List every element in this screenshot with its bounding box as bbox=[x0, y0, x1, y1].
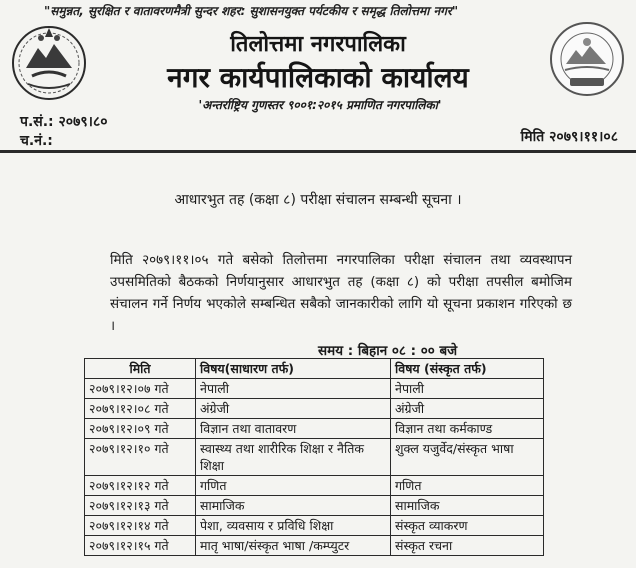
row-sanskrit-subject: संस्कृत रचना bbox=[391, 536, 544, 556]
iso-certification: 'अन्तर्राष्ट्रिय गुणस्तर ९००१:२०१५ प्रमाणित नगरपालिका' bbox=[198, 98, 442, 112]
office-name: नगर कार्यपालिकाको कार्यालय bbox=[167, 61, 469, 94]
row-sanskrit-subject: नेपाली bbox=[391, 379, 544, 399]
nepal-government-emblem-icon bbox=[6, 18, 92, 104]
row-date: २०७९।१२।०९ गते bbox=[85, 419, 196, 439]
row-sanskrit-subject: गणित bbox=[391, 476, 544, 496]
date-value: २०७९।११।०८ bbox=[549, 129, 618, 145]
municipality-name: तिलोत्तमा नगरपालिका bbox=[230, 32, 406, 57]
header-sanskrit-subject: विषय (संस्कृत तर्फ) bbox=[391, 359, 544, 379]
table-header-row bbox=[85, 359, 544, 379]
row-sanskrit-subject: सामाजिक bbox=[391, 496, 544, 516]
row-general-subject: स्वास्थ्य तथा शारीरिक शिक्षा र नैतिक शिक्षा bbox=[196, 439, 391, 476]
reference-number bbox=[20, 112, 108, 131]
row-general-subject: विज्ञान तथा वातावरण bbox=[196, 419, 391, 439]
row-sanskrit-subject: विज्ञान तथा कर्मकाण्ड bbox=[391, 419, 544, 439]
dispatch-number bbox=[20, 131, 53, 150]
header-date: मिति bbox=[85, 359, 196, 379]
exam-schedule-table bbox=[84, 358, 544, 556]
notice-body: मिति २०७९।११।०५ गते बसेको तिलोत्तमा नगरपालिका परीक्षा संचालन तथा व्यवस्थापन उपसमितिको बैठकको निर्णयानुसार आधारभुत तह (कक्षा ८) को परीक्षा तपसील बमोजिम संचालन गर्ने निर्णय भएकोले सम्बन्धित सबैको जानकारीको लागि यो सूचना प्रकाशन गरिएको छ । bbox=[110, 252, 572, 334]
row-date: २०७९।१२।१५ गते bbox=[85, 536, 196, 556]
ps-value: २०७९।८० bbox=[58, 114, 108, 130]
row-general-subject: नेपाली bbox=[196, 379, 391, 399]
ps-label: प.सं.: bbox=[20, 114, 54, 130]
row-date: २०७९।१२।०७ गते bbox=[85, 379, 196, 399]
row-date: २०७९।१२।०८ गते bbox=[85, 399, 196, 419]
table-row bbox=[85, 536, 544, 556]
row-general-subject: अंग्रेजी bbox=[196, 399, 391, 419]
municipality-seal-icon bbox=[548, 20, 626, 98]
row-general-subject: पेशा, व्यवसाय र प्रविधि शिक्षा bbox=[196, 516, 391, 536]
row-general-subject: मातृ भाषा/संस्कृत भाषा /कम्प्युटर bbox=[196, 536, 391, 556]
table-row bbox=[85, 516, 544, 536]
row-date: २०७९।१२।१० गते bbox=[85, 439, 196, 476]
row-general-subject: गणित bbox=[196, 476, 391, 496]
header-divider bbox=[0, 150, 636, 153]
row-sanskrit-subject: संस्कृत व्याकरण bbox=[391, 516, 544, 536]
letter-date bbox=[521, 127, 618, 146]
notice-subject: आधारभुत तह (कक्षा ८) परीक्षा संचालन सम्बन्धी सूचना । bbox=[174, 192, 462, 208]
date-label: मिति bbox=[520, 129, 545, 145]
table-row bbox=[85, 439, 544, 476]
row-date: २०७९।१२।१४ गते bbox=[85, 516, 196, 536]
letterhead-tagline: "समुन्नत, सुरक्षित र वातावरणमैत्री सुन्दर शहर: सुशासनयुक्त पर्यटकीय र समृद्ध तिलोत्तमा नगर" bbox=[44, 4, 459, 18]
header-general-subject: विषय(साधारण तर्फ) bbox=[196, 359, 391, 379]
row-sanskrit-subject: शुक्ल यजुर्वेद/संस्कृत भाषा bbox=[391, 439, 544, 476]
table-row bbox=[85, 379, 544, 399]
table-row bbox=[85, 476, 544, 496]
row-general-subject: सामाजिक bbox=[196, 496, 391, 516]
row-date: २०७९।१२।१२ गते bbox=[85, 476, 196, 496]
table-row bbox=[85, 399, 544, 419]
exam-time: समय : बिहान ०८ : ०० बजे bbox=[318, 343, 458, 359]
cn-label: च.नं.: bbox=[20, 133, 53, 149]
table-row bbox=[85, 496, 544, 516]
row-sanskrit-subject: अंग्रेजी bbox=[391, 399, 544, 419]
table-row bbox=[85, 419, 544, 439]
row-date: २०७९।१२।१३ गते bbox=[85, 496, 196, 516]
